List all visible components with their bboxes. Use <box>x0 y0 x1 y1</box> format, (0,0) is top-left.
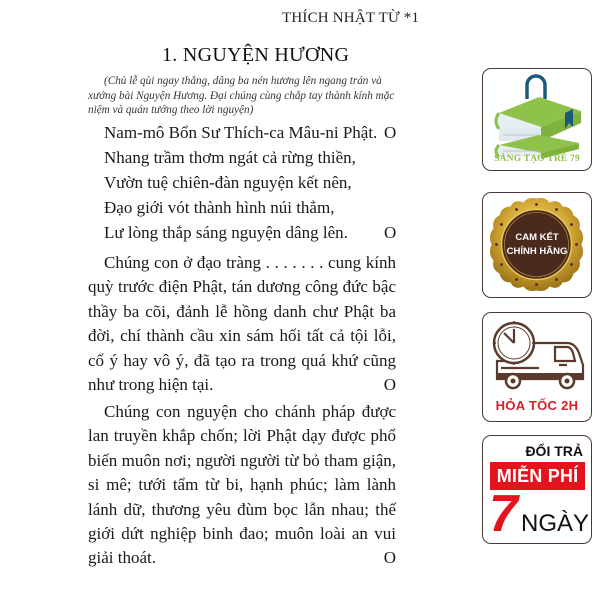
verse-line: Nhang trầm thơm ngát cả rừng thiền, <box>104 148 356 167</box>
authentic-badge <box>482 192 592 298</box>
verse-line: Đạo giới vót thành hình núi thẳm, <box>104 198 335 217</box>
returns-top-label: ĐỔI TRẢ <box>525 443 583 459</box>
brand-badge <box>482 68 592 171</box>
rubric-text: (Chủ lễ qùi ngay thẳng, dâng ba nén hương lên ngang trán và xướng bài Nguyện Hương. Đại chúng cùng chắp tay thành kính mặc niệm và quán tưởng theo lời nguyện) <box>88 75 395 116</box>
returns-days-unit: NGÀY <box>521 510 590 537</box>
running-head: THÍCH NHẬT TỪ *1 <box>282 10 420 26</box>
bell-mark: O <box>383 375 396 395</box>
bell-mark: O <box>383 548 396 568</box>
free-returns-badge <box>482 435 592 544</box>
verse-line: Vườn tuệ chiên-đàn nguyện kết nên, <box>104 173 352 192</box>
delivery-truck-clock-icon <box>483 313 590 393</box>
rubric-instruction <box>88 74 398 118</box>
paragraph-text: Chúng con nguyện cho chánh pháp được lan truyền khắp chốn; lời Phật dạy được phổ biến muôn nơi; người người từ bỏ tham giận, si mê; tưới tẩm từ bi, hạnh phúc; làm lành lánh dữ, thương yêu đùm bọc lẫn nhau; thế giới dứt nghiệp binh đao; muôn loài an vui giải thoát. <box>88 402 396 568</box>
returns-free-bar: MIỄN PHÍ <box>490 462 585 490</box>
authentic-line2: CHÍNH HÃNG <box>506 246 568 257</box>
paragraph <box>88 251 396 397</box>
authentic-line1: CAM KẾT <box>515 232 559 243</box>
chapter-title: 1. NGUYỆN HƯƠNG <box>162 44 350 66</box>
paragraph-text: Chúng con ở đạo tràng . . . . . . . cung kính quỳ trước điện Phật, tán dương công đức bậc thầy ba cõi, đảnh lễ hồng danh chư Phật ba đời, chí thành cầu xin sám hối tất cả tội lỗi, cố ý hay vô ý, đã tạo ra trong quá khứ cũng như trong hiện tại. <box>88 253 396 395</box>
express-label: HỎA TỐC 2H <box>495 398 579 413</box>
returns-days-number: 7 <box>489 485 518 543</box>
bell-mark: O <box>384 223 397 242</box>
verse-line: Nam-mô Bổn Sư Thích-ca Mâu-ni Phật. <box>104 123 378 142</box>
verse-line: Lư lòng thắp sáng nguyện dâng lên. <box>104 223 348 242</box>
paragraph <box>88 400 396 571</box>
express-delivery-badge <box>482 312 592 422</box>
brand-label: SÁNG TẠO TRẺ 79 <box>494 154 580 164</box>
bell-mark: O <box>384 123 397 142</box>
